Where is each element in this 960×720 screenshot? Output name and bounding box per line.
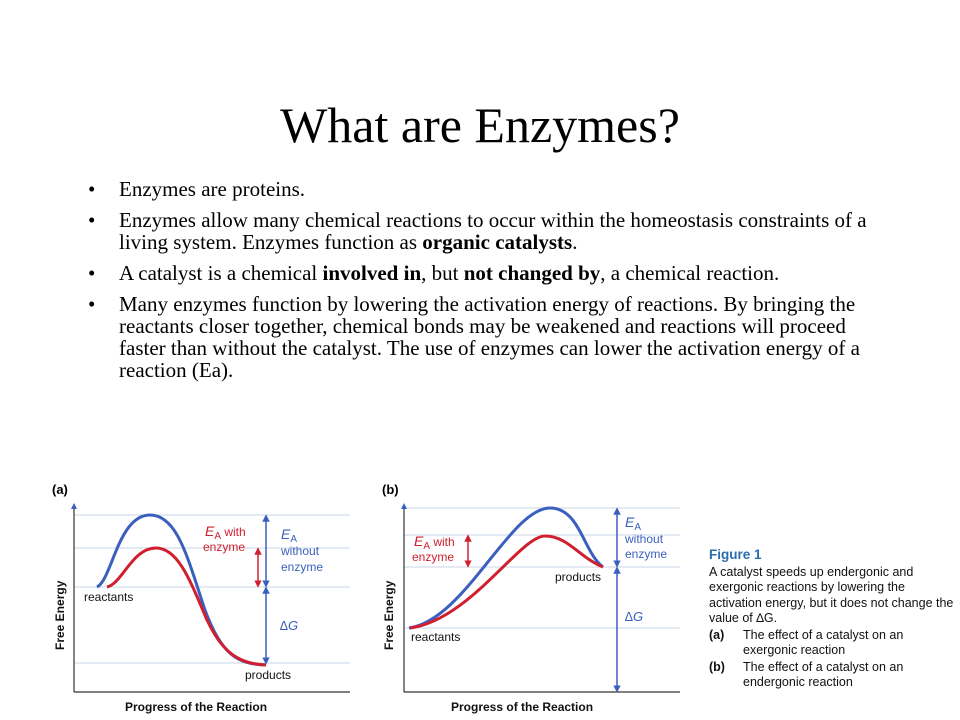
panel-a-curve-with-enzyme: [107, 548, 266, 665]
panel-b-products-label: products: [555, 570, 602, 584]
panel-b-curve-without-enzyme: [409, 508, 603, 628]
bullet-item: • Enzymes are proteins.: [88, 178, 888, 200]
panel-a-ea-without-label: $E_A$ without enzyme: [281, 526, 324, 574]
slide-title: What are Enzymes?: [280, 97, 680, 153]
caption-item: [709, 660, 959, 691]
caption-item-text: The effect of a catalyst on an endergonic reaction: [743, 659, 904, 689]
panel-a-reactants-label: reactants: [84, 590, 134, 604]
panel-a-y-axis-label: Free Energy: [53, 580, 67, 650]
panel-b-delta-g-label: ∆G: [625, 609, 644, 624]
panel-a-tag: (a): [52, 482, 68, 497]
caption-item-tag: (b): [709, 659, 725, 674]
panel-a: [52, 482, 350, 714]
figure-caption: [709, 547, 959, 691]
panel-b-y-axis-label: Free Energy: [382, 580, 396, 650]
caption-item-text: The effect of a catalyst on an exergonic reaction: [743, 627, 904, 657]
panel-b-ea-with-label: $E_A$ with enzyme: [412, 533, 455, 564]
caption-item: [709, 628, 959, 659]
panel-a-delta-g-label: ∆G: [280, 618, 299, 633]
panel-b-tag: (b): [382, 482, 399, 497]
figure-caption-title: Figure 1: [709, 547, 762, 562]
bullet-list: [88, 178, 888, 390]
panel-a-x-axis-label: Progress of the Reaction: [125, 700, 268, 714]
bullet-item: • Enzymes allow many chemical reactions to occur within the homeostasis constraints of a living system. Enzymes function as organic catalysts.: [88, 209, 888, 253]
panel-b-reactants-label: reactants: [411, 630, 461, 644]
bullet-item: • Many enzymes function by lowering the activation energy of reactions. By bringing the reactants closer together, chemical bonds may be weakened and reactions will proceed faster than without the catalyst. The use of enzymes can lower the activation energy of a reaction (Ea).: [88, 293, 888, 381]
panel-b-x-axis-label: Progress of the Reaction: [451, 700, 594, 714]
bullet-item: • A catalyst is a chemical involved in, but not changed by, a chemical reaction.: [88, 262, 888, 284]
figure-caption-text: A catalyst speeds up endergonic and exergonic reactions by lowering the activation energy, but it does not change the value of ∆G.: [709, 564, 954, 625]
caption-item-tag: (a): [709, 627, 725, 642]
panel-a-products-label: products: [245, 668, 292, 682]
panel-b-ea-without-label: $E_A$ without enzyme: [625, 514, 668, 561]
energy-diagram-figure: [0, 470, 710, 720]
panel-b: [382, 482, 680, 714]
panel-a-ea-with-label: $E_A$ with enzyme: [203, 523, 246, 554]
